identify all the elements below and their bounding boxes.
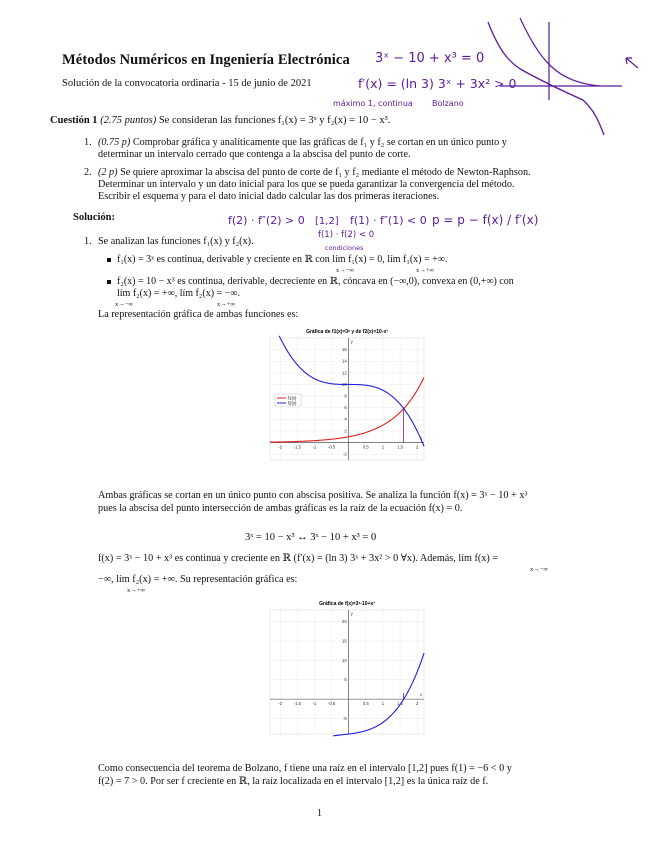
- handwritten-newton-scheme: p = p − f(x) / f′(x): [432, 213, 539, 227]
- bullet-line: lím f₂(x) = +∞, lím f₂(x) = −∞.: [117, 288, 240, 299]
- solution-label: Solución:: [73, 212, 116, 223]
- y-tick-label: 5: [344, 677, 347, 683]
- y-tick-label: -5: [342, 715, 347, 721]
- limit-subscript: x→−∞: [115, 301, 134, 308]
- legend-label-f1: f1(x): [288, 395, 297, 401]
- x-tick-label: -2: [278, 444, 283, 450]
- item-line: determinar un intervalo cerrado que contenga a la abscisa del punto de corte.: [98, 149, 411, 161]
- handwritten-equation: 3ˣ − 10 + x³ = 0: [375, 51, 485, 66]
- bullet-line: f₂(x) = 10 − x³ es continua, derivable, decreciente en ℝ, cóncava en (−∞,0), convexa en (0,+∞) con: [117, 276, 514, 287]
- y-axis-label: y: [350, 339, 353, 344]
- legend-label-f2: f2(x): [288, 400, 297, 406]
- paragraph-line: f(x) = 3ˣ − 10 + x³ es continua y creciente en ℝ (f′(x) = (ln 3) 3ˣ + 3x² > 0 ∀x). Además, lím f(x) =: [98, 553, 499, 564]
- x-tick-label: 0.5: [362, 444, 369, 450]
- y-tick-label: 12: [342, 370, 347, 376]
- item-number: 1.: [84, 137, 92, 148]
- handwritten-derivative: f′(x) = (ln 3) 3ˣ + 3x² > 0: [358, 76, 517, 91]
- x-tick-label: -0.5: [327, 444, 336, 450]
- y-axis-label: y: [350, 611, 353, 616]
- handwritten-note: condiciones: [325, 244, 364, 252]
- y-tick-label: 4: [344, 416, 347, 422]
- item-line: Comprobar gráfica y analíticamente que las gráficas de f₁ y f₂ se cortan en un único punto y: [132, 137, 507, 148]
- page-subtitle: Solución de la convocatoria ordinaria - 15 de junio de 2021: [62, 78, 312, 89]
- bullet-line: f₁(x) = 3ˣ es continua, derivable y creciente en ℝ con lím f₁(x) = 0, lím f₁(x) = +∞.: [117, 254, 448, 265]
- handwritten-note: máximo 1, continua: [333, 99, 413, 108]
- x-tick-label: -1.5: [293, 444, 301, 450]
- item-line: Se analizan las funciones f₁(x) y f₂(x).: [98, 236, 254, 247]
- item-line: Escribir el esquema y para el dato inicial dado calcular las dos primeras iteraciones.: [98, 191, 440, 203]
- x-tick-label: -1.5: [293, 701, 301, 707]
- question-label: Cuestión 1: [50, 115, 98, 126]
- x-tick-label: 1.5: [397, 444, 403, 450]
- handwritten-condition: f(1) · f″(1) < 0: [350, 214, 427, 227]
- chart-title: Gráfica de f(x)=3ˣ-10+x³: [319, 601, 375, 607]
- x-tick-label: -2: [278, 701, 283, 707]
- limit-subscript: x→+∞: [217, 301, 236, 308]
- chart-title: Gráfica de f1(x)=3ˣ y de f2(x)=10-x³: [306, 329, 388, 335]
- sketch-arrow: [626, 58, 638, 68]
- item-points: (0.75 p): [98, 137, 131, 148]
- y-tick-label: 8: [344, 393, 347, 399]
- paragraph-line: pues la abscisa del punto intersección de ambas gráficas es la raíz de la ecuación f(x) = 0.: [98, 503, 463, 514]
- y-tick-label: 10: [342, 657, 347, 663]
- x-tick-label: 2: [415, 444, 419, 450]
- item-number: 1.: [84, 236, 92, 247]
- item-line: Se quiere aproximar la abscisa del punto de corte de f₁ y f₂ mediante el método de Newton-Raphson.: [120, 167, 531, 178]
- handwritten-note: Bolzano: [432, 99, 464, 108]
- y-tick-label: 10: [342, 381, 347, 387]
- page-number: 1: [317, 808, 322, 819]
- equation-display: 3ˣ = 10 − x³ ↔ 3ˣ − 10 + x³ = 0: [245, 532, 377, 543]
- representation-text: La representación gráfica de ambas funciones es:: [98, 309, 299, 320]
- paragraph-line: Ambas gráficas se cortan en un único punto con abscisa positiva. Se analiza la función f(x) = 3ˣ − 10 + x³: [98, 490, 528, 501]
- handwritten-condition: f(2) · f″(2) > 0: [228, 214, 305, 227]
- paragraph-line: −∞, lím f₂(x) = +∞. Su representación gráfica es:: [98, 574, 298, 585]
- y-tick-label: 2: [344, 428, 347, 434]
- y-tick-label: 14: [342, 358, 347, 364]
- limit-subscript: x→+∞: [127, 587, 146, 594]
- y-tick-label: 20: [342, 619, 347, 625]
- y-tick-label: 6: [344, 405, 347, 411]
- x-tick-label: 1.5: [397, 701, 403, 707]
- y-tick-label: 15: [342, 638, 347, 644]
- limit-subscript: x→−∞: [336, 267, 355, 274]
- item-number: 2.: [84, 167, 92, 178]
- x-tick-label: 1: [381, 444, 385, 450]
- x-tick-label: 1: [381, 701, 385, 707]
- x-tick-label: -1: [312, 701, 317, 707]
- limit-subscript: x→+∞: [416, 267, 435, 274]
- x-tick-label: -1: [312, 444, 317, 450]
- x-axis-label: x: [420, 435, 423, 441]
- y-tick-label: -2: [342, 451, 347, 457]
- item-line: Determinar un intervalo y un dato inicial para los que se pueda garantizar la convergencia del método.: [98, 179, 515, 191]
- y-tick-label: 16: [342, 347, 347, 353]
- paragraph-line: f(2) = 7 > 0. Por ser f creciente en ℝ, la raíz localizada en el intervalo [1,2] es la única raíz de f.: [98, 776, 489, 787]
- handwritten-interval: [1,2]: [315, 216, 339, 227]
- question-text: Se consideran las funciones f₁(x) = 3ˣ y f₂(x) = 10 − x³.: [158, 115, 391, 126]
- question-points: (2.75 puntos): [100, 115, 157, 126]
- x-tick-label: 0.5: [362, 701, 369, 707]
- x-tick-label: -0.5: [327, 701, 336, 707]
- page-title: Métodos Numéricos en Ingeniería Electrónica: [62, 52, 350, 68]
- item-points: (2 p): [98, 167, 118, 178]
- x-axis-label: x: [420, 692, 423, 698]
- x-tick-label: 2: [415, 701, 419, 707]
- paragraph-line: Como consecuencia del teorema de Bolzano, f tiene una raíz en el intervalo [1,2] pues f(1) = −6 < 0 y: [98, 763, 512, 774]
- handwritten-condition: f(1) · f(2) < 0: [318, 230, 375, 240]
- limit-subscript: x→−∞: [530, 566, 549, 573]
